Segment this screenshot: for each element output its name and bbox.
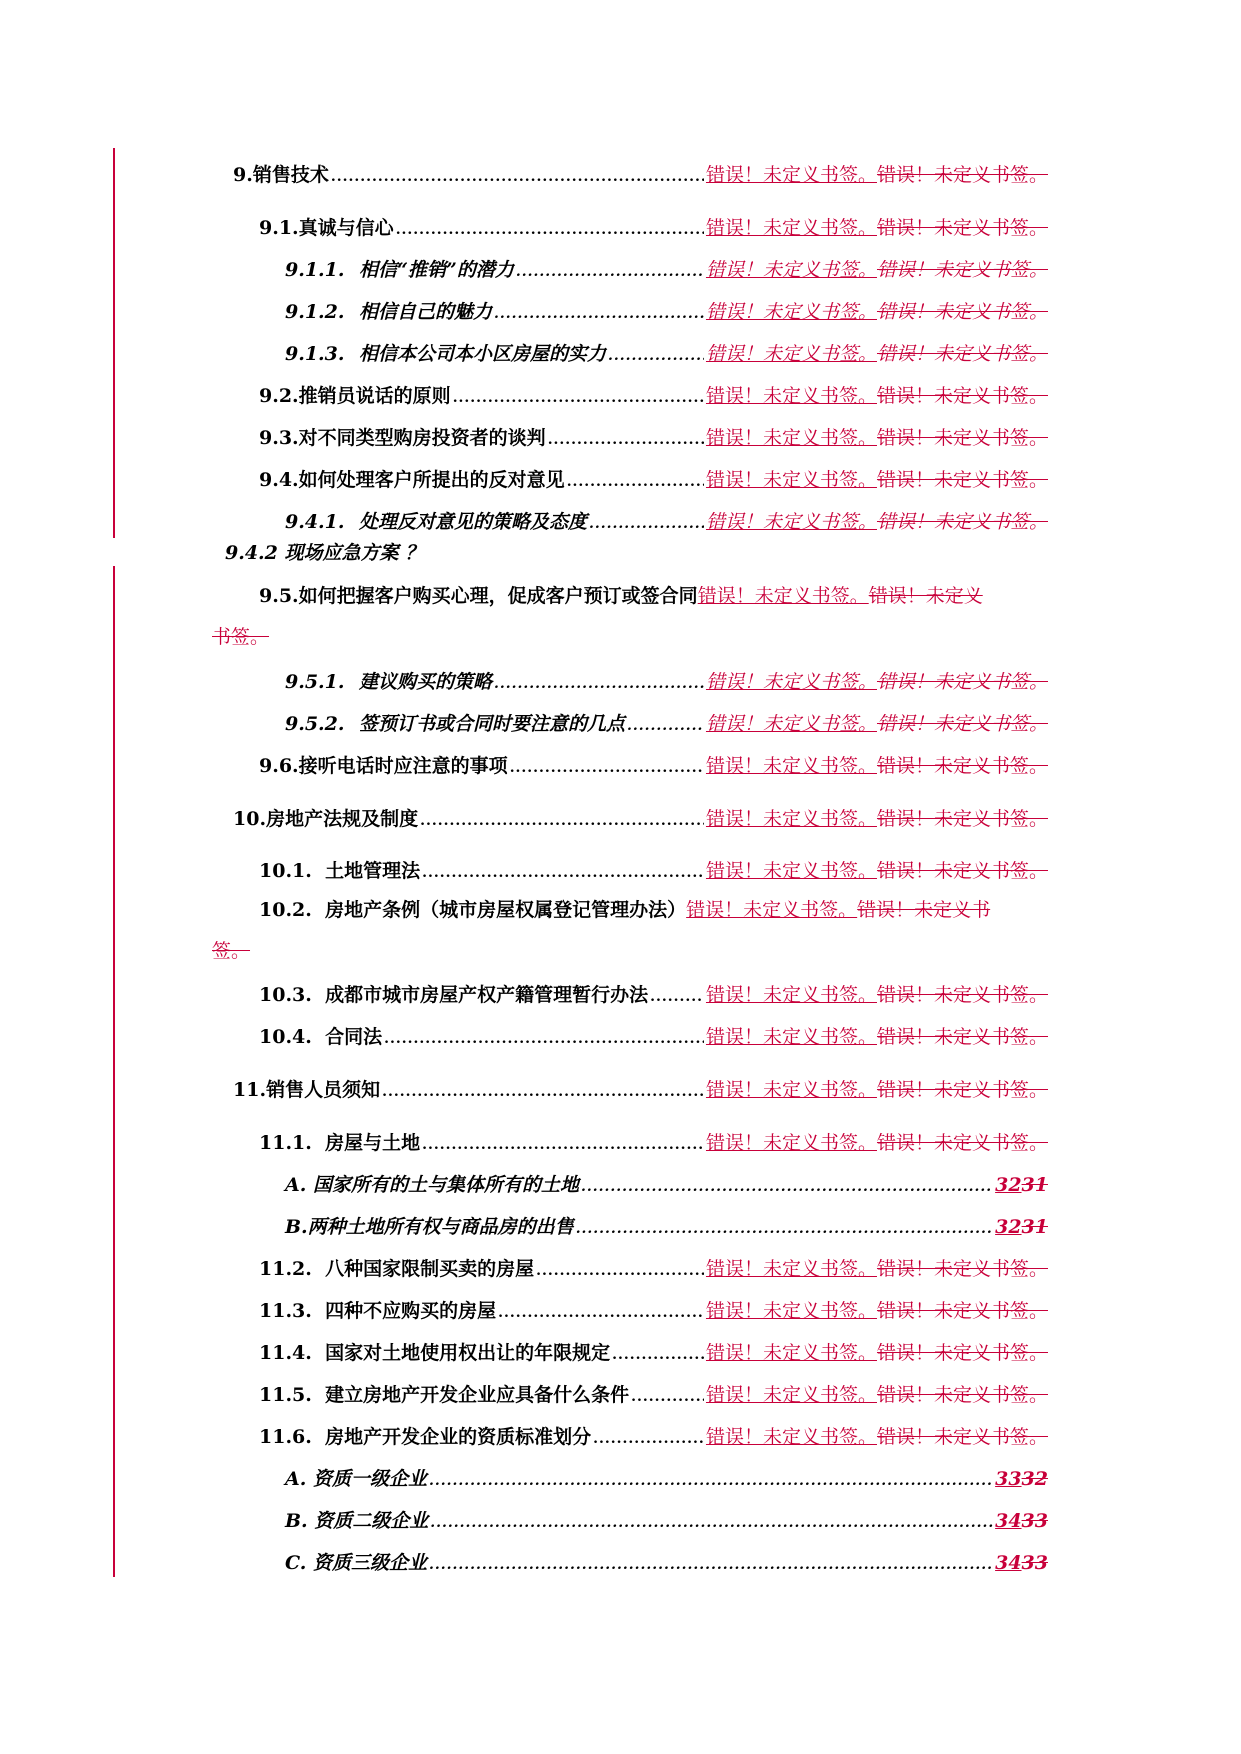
toc-entry[interactable] <box>259 1419 1048 1449</box>
toc-entry-label: B. 资质二级企业 <box>285 1510 429 1532</box>
toc-entry-label: 9.4.如何处理客户所提出的反对意见 <box>259 469 565 491</box>
bookmark-error: 错误！未定义书签。错误！未定义书签。 <box>705 1300 1048 1322</box>
toc-entry[interactable]: 9.5.如何把握客户购买心理，促成客户预订或签合同错误！未定义书签。错误！未定义 <box>259 585 983 607</box>
page-number: 3332 <box>995 1468 1048 1490</box>
toc-entry-label: 11.5. 建立房地产开发企业应具备什么条件 <box>259 1384 630 1406</box>
dot-leader <box>453 388 704 408</box>
toc-entry[interactable] <box>259 378 1048 408</box>
toc-entry-label: 9.1.3. 相信本公司本小区房屋的实力 <box>285 343 607 365</box>
bookmark-error: 错误！未定义书签。错误！未定义书 <box>686 899 991 921</box>
toc-entry[interactable] <box>259 1251 1048 1281</box>
bookmark-error: 错误！未定义书签。错误！未定义书签。 <box>705 1342 1048 1364</box>
dot-leader <box>516 262 704 282</box>
toc-entry-label: 9.销售技术 <box>233 164 329 186</box>
toc-entry[interactable] <box>285 1503 1048 1533</box>
toc-entry-continuation: 签。 <box>212 940 251 962</box>
dot-leader <box>494 674 704 694</box>
dot-leader <box>429 1471 993 1491</box>
toc-entry[interactable] <box>285 294 1048 324</box>
toc-entry-label: 11.销售人员须知 <box>233 1079 381 1101</box>
toc-entry-label: 9.1.真诚与信心 <box>259 217 394 239</box>
dot-leader <box>420 811 704 831</box>
bookmark-error: 错误！未定义书签。错误！未定义书签。 <box>705 1384 1048 1406</box>
toc-entry-label: 10.房地产法规及制度 <box>233 808 419 830</box>
toc-entry-label: B.两种土地所有权与商品房的出售 <box>285 1216 574 1238</box>
bookmark-error: 错误！未定义书签。错误！未定义书签。 <box>705 1026 1048 1048</box>
bookmark-error: 错误！未定义书签。错误！未定义书签。 <box>705 217 1048 239</box>
toc-entry[interactable] <box>233 1072 1048 1102</box>
toc-entry-plain: 9.4.2 现场应急方案 ？ <box>225 542 425 564</box>
dot-leader <box>422 1135 704 1155</box>
bookmark-error: 错误！未定义书签。错误！未定义书签。 <box>705 1426 1048 1448</box>
bookmark-error: 错误！未定义书签。错误！未定义书签。 <box>705 1132 1048 1154</box>
bookmark-error: 错误！未定义书签。错误！未定义书签。 <box>705 301 1048 323</box>
bookmark-error: 错误！未定义书签。错误！未定义书签。 <box>705 385 1048 407</box>
toc-entry[interactable] <box>285 1167 1048 1197</box>
dot-leader <box>631 1387 704 1407</box>
dot-leader <box>384 1029 704 1049</box>
dot-leader <box>581 1177 993 1197</box>
toc-entry-label: 10.1. 土地管理法 <box>259 860 421 882</box>
bookmark-error: 错误！未定义书签。错误！未定义书签。 <box>705 511 1048 533</box>
toc-entry[interactable]: 10.2. 房地产条例（城市房屋权属登记管理办法）错误！未定义书签。错误！未定义书 <box>259 899 991 921</box>
toc-entry[interactable] <box>285 706 1048 736</box>
dot-leader <box>612 1345 704 1365</box>
toc-entry-label: 9.4.1. 处理反对意见的策略及态度 <box>285 511 588 533</box>
toc-entry-label: 10.3. 成都市城市房屋产权产籍管理暂行办法 <box>259 984 649 1006</box>
page-number: 3433 <box>995 1552 1048 1574</box>
dot-leader <box>589 514 704 534</box>
page-number: 3231 <box>995 1174 1048 1196</box>
bookmark-error: 错误！未定义书签。错误！未定义书签。 <box>705 808 1048 830</box>
toc-entry-label: 9.5.2. 签预订书或合同时要注意的几点 <box>285 713 626 735</box>
toc-entry-label: 11.1. 房屋与土地 <box>259 1132 421 1154</box>
bookmark-error: 错误！未定义书签。错误！未定义书签。 <box>705 1258 1048 1280</box>
dot-leader <box>422 863 704 883</box>
revision-change-bar <box>113 148 115 538</box>
toc-entry-label: 9.3.对不同类型购房投资者的谈判 <box>259 427 546 449</box>
dot-leader <box>650 987 704 1007</box>
toc-entry-label: 11.4. 国家对土地使用权出让的年限规定 <box>259 1342 611 1364</box>
dot-leader <box>576 1219 993 1239</box>
bookmark-error: 错误！未定义书签。错误！未定义书签。 <box>705 713 1048 735</box>
dot-leader <box>429 1555 993 1575</box>
toc-entry-label: 9.1.2. 相信自己的魅力 <box>285 301 493 323</box>
bookmark-error: 错误！未定义书签。错误！未定义书签。 <box>705 343 1048 365</box>
toc-entry-continuation: 书签。 <box>212 626 270 648</box>
dot-leader <box>608 346 704 366</box>
toc-entry[interactable] <box>259 1293 1048 1323</box>
toc-entry[interactable] <box>259 977 1048 1007</box>
dot-leader <box>567 472 704 492</box>
toc-entry[interactable] <box>259 420 1048 450</box>
bookmark-error: 错误！未定义书签。错误！未定义书签。 <box>705 1079 1048 1101</box>
toc-entry[interactable] <box>259 748 1048 778</box>
toc-entry[interactable] <box>233 157 1048 187</box>
toc-entry-label: A. 资质一级企业 <box>285 1468 427 1490</box>
toc-entry[interactable] <box>285 336 1048 366</box>
page-number: 3433 <box>995 1510 1048 1532</box>
dot-leader <box>510 758 704 778</box>
toc-entry-label: 11.3. 四种不应购买的房屋 <box>259 1300 497 1322</box>
toc-entry-label: C. 资质三级企业 <box>285 1552 428 1574</box>
toc-entry[interactable] <box>285 1545 1048 1575</box>
bookmark-error: 错误！未定义书签。错误！未定义书签。 <box>705 984 1048 1006</box>
bookmark-error: 错误！未定义书签。错误！未定义 <box>697 585 983 607</box>
bookmark-error: 错误！未定义书签。错误！未定义书签。 <box>705 860 1048 882</box>
dot-leader <box>331 167 704 187</box>
bookmark-error: 错误！未定义书签。错误！未定义书签。 <box>705 671 1048 693</box>
toc-entry-label: 9.5.1. 建议购买的策略 <box>285 671 493 693</box>
dot-leader <box>548 430 704 450</box>
toc-entry[interactable] <box>285 504 1048 534</box>
toc-entry[interactable] <box>285 252 1048 282</box>
dot-leader <box>593 1429 704 1449</box>
toc-entry[interactable] <box>285 664 1048 694</box>
toc-entry[interactable] <box>259 1377 1048 1407</box>
toc-entry-label: 9.1.1. 相信“推销”的潜力 <box>285 259 514 281</box>
bookmark-error: 错误！未定义书签。错误！未定义书签。 <box>705 755 1048 777</box>
toc-entry-label: 11.6. 房地产开发企业的资质标准划分 <box>259 1426 592 1448</box>
toc-entry-label: 9.2.推销员说话的原则 <box>259 385 451 407</box>
bookmark-error: 错误！未定义书签。错误！未定义书签。 <box>705 469 1048 491</box>
toc-entry[interactable] <box>233 801 1048 831</box>
toc-entry[interactable] <box>259 210 1048 240</box>
bookmark-error: 错误！未定义书签。错误！未定义书签。 <box>705 164 1048 186</box>
toc-entry[interactable] <box>285 1461 1048 1491</box>
dot-leader <box>498 1303 704 1323</box>
toc-entry[interactable] <box>259 1335 1048 1365</box>
dot-leader <box>430 1513 993 1533</box>
toc-entry[interactable] <box>285 1209 1048 1239</box>
toc-entry-label: A. 国家所有的土与集体所有的土地 <box>285 1174 579 1196</box>
dot-leader <box>627 716 704 736</box>
toc-entry-label: 10.4. 合同法 <box>259 1026 383 1048</box>
dot-leader <box>536 1261 704 1281</box>
toc-entry-label: 11.2. 八种国家限制买卖的房屋 <box>259 1258 535 1280</box>
bookmark-error: 错误！未定义书签。错误！未定义书签。 <box>705 427 1048 449</box>
dot-leader <box>494 304 704 324</box>
page-number: 3231 <box>995 1216 1048 1238</box>
dot-leader <box>396 220 704 240</box>
toc-entry[interactable] <box>259 1125 1048 1155</box>
toc-entry[interactable] <box>259 1019 1048 1049</box>
revision-change-bar <box>113 566 115 1577</box>
dot-leader <box>382 1082 704 1102</box>
toc-entry[interactable] <box>259 462 1048 492</box>
bookmark-error: 错误！未定义书签。错误！未定义书签。 <box>705 259 1048 281</box>
toc-entry-label: 9.6.接听电话时应注意的事项 <box>259 755 508 777</box>
toc-entry[interactable] <box>259 853 1048 883</box>
